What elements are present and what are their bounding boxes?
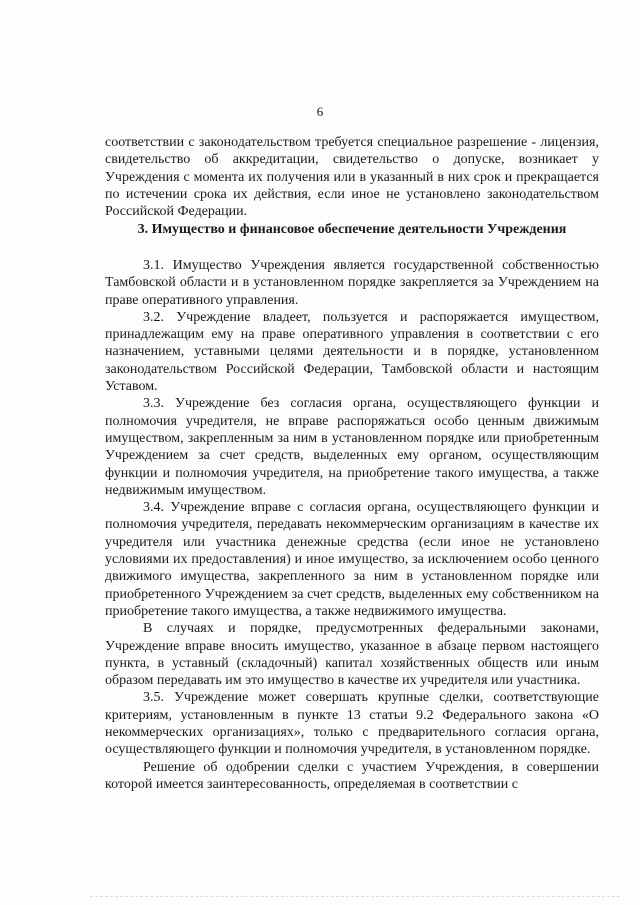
- paragraph-3-4-continued: В случаях и порядке, предусмотренных федеральными законами, Учреждение вправе вносить имущество, указанное в абзаце первом настоящего пункта, в уставный (складочный) капитал хозяйственных обществ или иным образом передавать им это имущество в качестве их учредителя или участника.: [105, 621, 599, 689]
- intro-paragraph: соответствии с законодательством требуется специальное разрешение - лицензия, свидетельство об аккредитации, свидетельство о допуске, возникает у Учреждения с момента их получения или в указанный в них срок и прекращается по истечении срока их действия, если иное не установлено законодательством Российской Федерации.: [105, 135, 599, 220]
- page-number: 6: [316, 104, 324, 119]
- paragraph-3-2: 3.2. Учреждение владеет, пользуется и распоряжается имуществом, принадлежащим ему на праве оперативного управления в соответствии с его назначением, уставными целями деятельности и в порядке, установленном законодательством Российской Федерации, Тамбовской области и настоящим Уставом.: [105, 309, 599, 395]
- paragraph-3-5: 3.5. Учреждение может совершать крупные сделки, соответствующие критериям, установленным в пункте 13 статьи 9.2 Федерального закона «О некоммерческих организациях», только с предварительного согласия органа, осуществляющего функции и полномочия учредителя, в установленном порядке.: [105, 690, 599, 758]
- paragraph-3-4: 3.4. Учреждение вправе с согласия органа, осуществляющего функции и полномочия учредителя, передавать некоммерческим организациям в качестве их учредителя или участника денежные средства (если иное не установлено условиями их предоставления) и иное имущество, за исключением особо ценного движимого имущества, закрепленного за ним в установленном порядке или приобретенного Учреждением за счет средств, выделенных ему собственником на приобретение такого имущества, а также недвижимого имущества.: [105, 500, 599, 619]
- section-title: 3. Имущество и финансовое обеспечение деятельности Учреждения: [137, 222, 567, 237]
- paragraph-3-5-continued: Решение об одобрении сделки с участием Учреждения, в совершении которой имеется заинтересованность, определяемая в соответствии с: [105, 759, 599, 792]
- intro-paragraph-block: [105, 134, 599, 220]
- scan-artifact-line: [90, 896, 620, 900]
- paragraph-3-3: 3.3. Учреждение без согласия органа, осуществляющего функции и полномочия учредителя, не вправе распоряжаться особо ценным движимым имуществом, закрепленным за ним в установленном порядке или приобретенным Учреждением за счет средств, выделенных ему органом, осуществляющим функции и полномочия учредителя, на приобретение такого имущества, а также недвижимым имуществом.: [105, 396, 599, 498]
- section-body: [105, 257, 599, 793]
- paragraph-3-1: 3.1. Имущество Учреждения является государственной собственностью Тамбовской области и в установленном порядке закрепляется за Учреждением на праве оперативного управления.: [105, 258, 599, 308]
